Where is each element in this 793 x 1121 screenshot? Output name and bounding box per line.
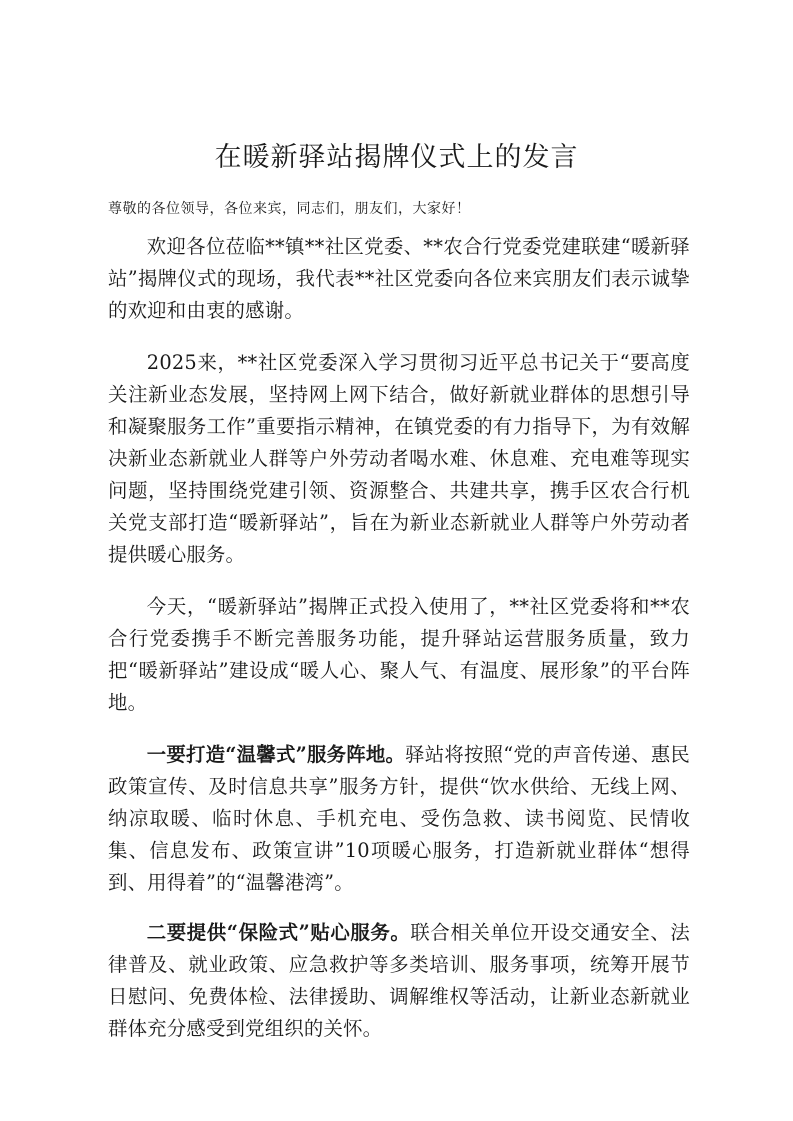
document-title: 在暖新驿站揭牌仪式上的发言 bbox=[214, 142, 579, 173]
document-body bbox=[108, 231, 690, 1065]
paragraph-lead: 一要打造“温馨式”服务阵地。 bbox=[146, 743, 406, 766]
paragraph-point-one bbox=[108, 739, 690, 899]
paragraph-welcome bbox=[108, 231, 690, 327]
paragraph-text: 驿站将按照“党的声音传递、惠民政策宣传、及时信息共享”服务方针，提供“饮水供给、无线上网、纳凉取暖、临时休息、手机充电、受伤急救、读书阅览、民情收集、信息发布、政策宣讲”10项暖心服务，打造新就业群体“想得到、用得着”的“温馨港湾”。 bbox=[108, 743, 690, 894]
greeting-line: 尊敬的各位领导，各位来宾，同志们，朋友们，大家好！ bbox=[108, 201, 471, 217]
paragraph-today bbox=[108, 591, 690, 719]
paragraph-lead: 二要提供“保险式”贴心服务。 bbox=[146, 921, 411, 944]
paragraph-background bbox=[108, 347, 690, 571]
paragraph-text: 今天，“暖新驿站”揭牌正式投入使用了，**社区党委将和**农合行党委携手不断完善服务功能，提升驿站运营服务质量，致力把“暖新驿站”建设成“暖人心、聚人气、有温度、展形象”的平台阵地。 bbox=[108, 595, 690, 714]
paragraph-text: 欢迎各位莅临**镇**社区党委、**农合行党委党建联建“暖新驿站”揭牌仪式的现场，我代表**社区党委向各位来宾朋友们表示诚挚的欢迎和由衷的感谢。 bbox=[108, 235, 690, 322]
paragraph-text: 联合相关单位开设交通安全、法律普及、就业政策、应急救护等多类培训、服务事项，统筹开展节日慰问、免费体检、法律援助、调解维权等活动，让新业态新就业群体充分感受到党组织的关怀。 bbox=[108, 921, 690, 1040]
paragraph-text: 2025来，**社区党委深入学习贯彻习近平总书记关于“要高度关注新业态发展，坚持网上网下结合，做好新就业群体的思想引导和凝聚服务工作”重要指示精神，在镇党委的有力指导下，为有效解决新业态新就业人群等户外劳动者喝水难、休息难、充电难等现实问题，坚持围绕党建引领、资源整合、共建共享，携手区农合行机关党支部打造“暖新驿站”，旨在为新业态新就业人群等户外劳动者提供暖心服务。 bbox=[108, 351, 690, 566]
paragraph-point-two bbox=[108, 917, 690, 1045]
